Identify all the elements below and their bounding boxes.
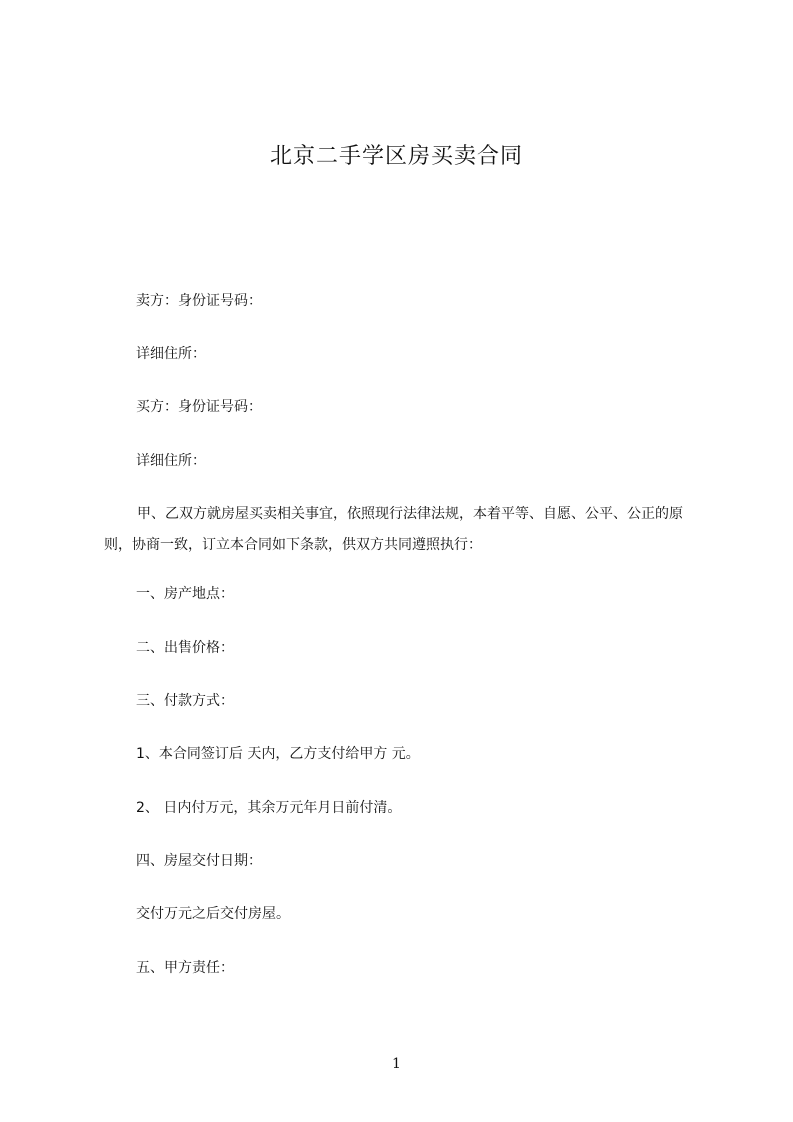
delivery-clause: 交付万元之后交付房屋。 — [136, 906, 290, 922]
section-property-location: 一、房产地点： — [136, 586, 234, 602]
section-sale-price: 二、出售价格： — [136, 640, 234, 656]
document-title: 北京二手学区房买卖合同 — [269, 144, 523, 169]
section-delivery-date: 四、房屋交付日期： — [136, 853, 262, 869]
payment-clause-1: 1、本合同签订后 天内，乙方支付给甲方 元。 — [136, 746, 420, 762]
preamble-paragraph: 甲、乙双方就房屋买卖相关事宜，依照现行法律法规，本着平等、自愿、公平、公正的原则，协商一致，订立本合同如下条款，供双方共同遵照执行： — [104, 506, 683, 553]
buyer-id-line: 买方：身份证号码： — [136, 399, 262, 415]
section-payment-method: 三、付款方式： — [136, 693, 234, 709]
seller-address-line: 详细住所： — [136, 346, 206, 362]
payment-clause-2: 2、 日内付万元，其余万元年月日前付清。 — [136, 800, 402, 816]
section-party-a-duties: 五、甲方责任： — [136, 960, 234, 976]
page-number: 1 — [392, 1056, 401, 1072]
seller-id-line: 卖方：身份证号码： — [136, 293, 262, 309]
buyer-address-line: 详细住所： — [136, 453, 206, 469]
